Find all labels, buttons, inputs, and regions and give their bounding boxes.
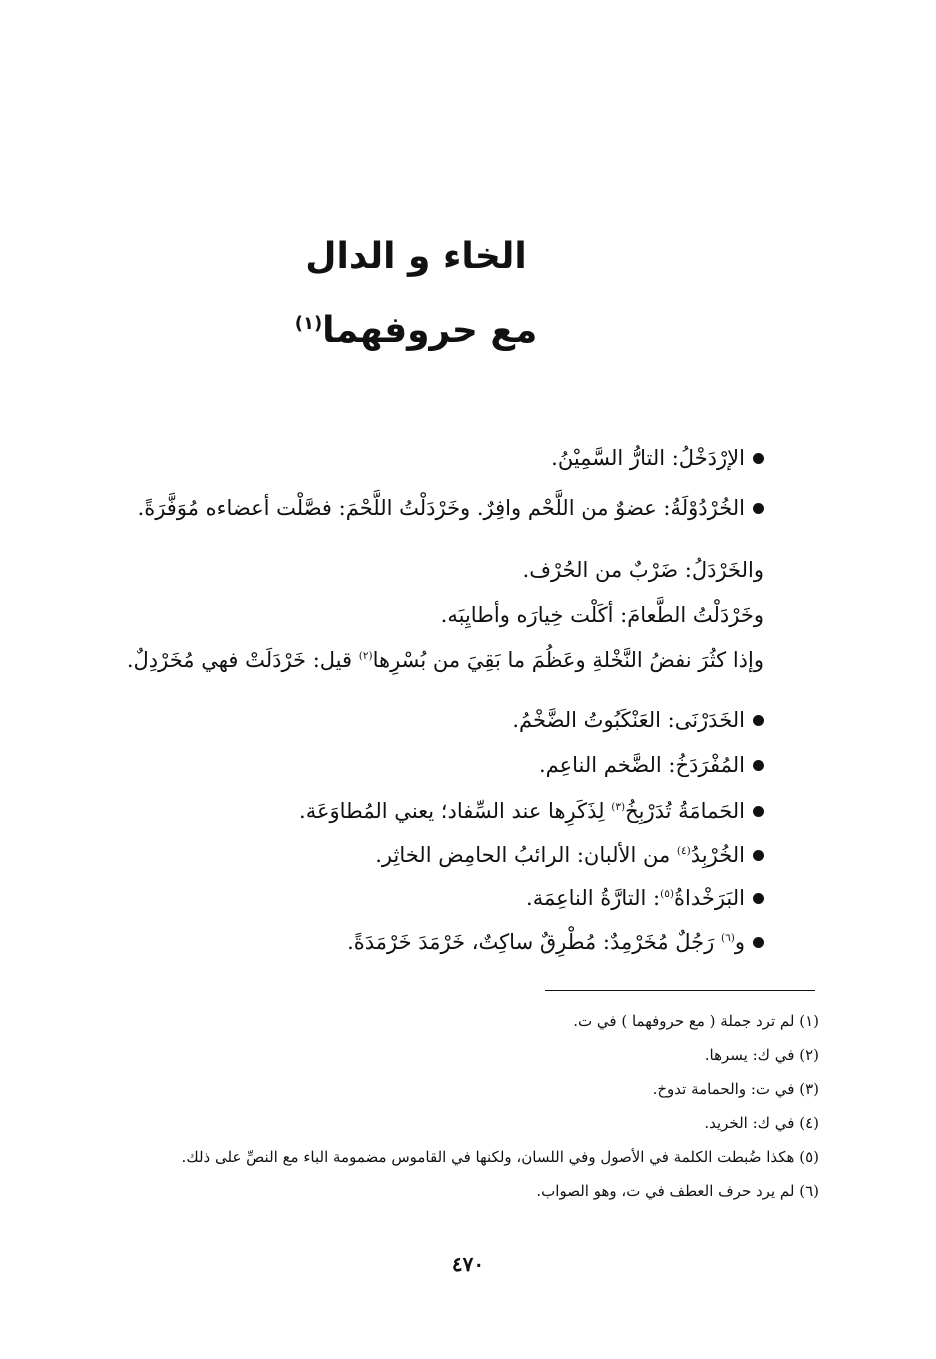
page-number: ٤٧٠	[451, 1252, 485, 1276]
footnote-5: (٥) هكذا ضُبطت الكلمة في الأصول وفي اللسان، ولكنها في القاموس مضمومة الباء مع النصِّ على ذلك.	[181, 1148, 819, 1166]
entry-4	[441, 603, 764, 627]
entry-text-part: الحَمامَةُ تُدَرْبِخُ	[625, 799, 745, 823]
entry-text: وخَرْدَلْتُ الطَّعامَ: أكَلْت خِيارَه وأطايِبَه.	[440, 603, 764, 627]
entry-text: الخُرْدُوْلَةُ: عضوٌ من اللَّحْم وافِرٌ. وخَرْدَلْتُ اللَّحْمَ: فصَّلْت أعضاءه مُوَفَّرَةً.	[137, 496, 745, 520]
footnote-divider	[545, 990, 815, 991]
footnote-ref: (٣)	[611, 801, 626, 813]
footnote-2: (٢) في ك: يسرها.	[704, 1046, 819, 1064]
bullet-icon	[753, 760, 764, 771]
footnote-1: (١) لم ترد جملة ( مع حروفهما ) في ت.	[573, 1012, 819, 1030]
entry-text-part: لِذَكَرِها عند السِّفاد؛ يعني المُطاوَعَة.	[299, 799, 612, 823]
entry-text: الإرْدَخْلُ: التارُّ السَّمِيْنُ.	[551, 446, 745, 470]
entry-text	[526, 886, 745, 910]
heading-line-2	[286, 294, 546, 368]
entry-text: الخَدَرْنَى: العَنْكَبُوتُ الضَّخْمُ.	[512, 708, 745, 732]
footnote-3: (٣) في ت: والحمامة تدوخ.	[652, 1080, 819, 1098]
entry-text-part: الخُرْبِدُ	[690, 843, 745, 867]
heading-line-2-text: مع حروفهما	[322, 310, 538, 351]
bullet-icon	[753, 937, 764, 948]
bullet-icon	[753, 715, 764, 726]
footnote-ref: (٤)	[676, 845, 691, 857]
heading-footnote-ref: (١)	[294, 313, 323, 334]
entry-8	[299, 799, 764, 823]
entry-6	[512, 708, 764, 732]
chapter-heading	[286, 220, 546, 368]
bullet-icon	[753, 850, 764, 861]
entry-2	[138, 496, 764, 520]
entry-3	[523, 558, 764, 582]
bullet-icon	[753, 453, 764, 464]
footnote-ref: (٢)	[358, 650, 373, 662]
entry-text-part: وإذا كثُرَ نفضُ النَّخْلةِ وعَظُمَ ما بَقِيَ من بُسْرِها	[372, 648, 764, 672]
entry-11	[347, 930, 764, 954]
entry-5	[127, 648, 764, 672]
entry-text	[347, 930, 745, 954]
entry-text-part: : التارَّةُ الناعِمَة.	[526, 886, 661, 910]
footnote-6: (٦) لم يرد حرف العطف في ت، وهو الصواب.	[536, 1182, 819, 1200]
entry-9	[375, 843, 764, 867]
footnote-ref: (٦)	[720, 932, 735, 944]
entry-7	[539, 753, 764, 777]
bullet-icon	[753, 893, 764, 904]
entry-text: والخَرْدَلُ: ضَرْبٌ من الحُرْف.	[522, 558, 764, 582]
entry-text-part: رَجُلٌ مُخَرْمِدٌ: مُطْرِقٌ ساكِتٌ، خَرْمَدَ خَرْمَدَةً.	[347, 930, 721, 954]
entry-text: المُفْرَدَخُ: الضَّخم الناعِم.	[538, 753, 745, 777]
entry-text	[375, 843, 745, 867]
heading-line-1: الخاء و الدال	[305, 236, 527, 277]
entry-text-part: البَرَخْداةُ	[674, 886, 745, 910]
bullet-icon	[753, 503, 764, 514]
bullet-icon	[753, 806, 764, 817]
entry-text-part: قيل: خَرْدَلَتْ فهي مُخَرْدِلٌ.	[126, 648, 359, 672]
footnote-ref: (٥)	[660, 888, 674, 900]
entry-text-part: و	[734, 930, 745, 954]
entry-10	[526, 886, 764, 910]
entry-text	[299, 799, 745, 823]
entry-text	[127, 648, 764, 672]
entry-text-part: من الألبان: الرائبُ الحامِض الخاثِر.	[375, 843, 677, 867]
entry-1	[551, 446, 764, 470]
footnote-4: (٤) في ك: الخريد.	[704, 1114, 819, 1132]
